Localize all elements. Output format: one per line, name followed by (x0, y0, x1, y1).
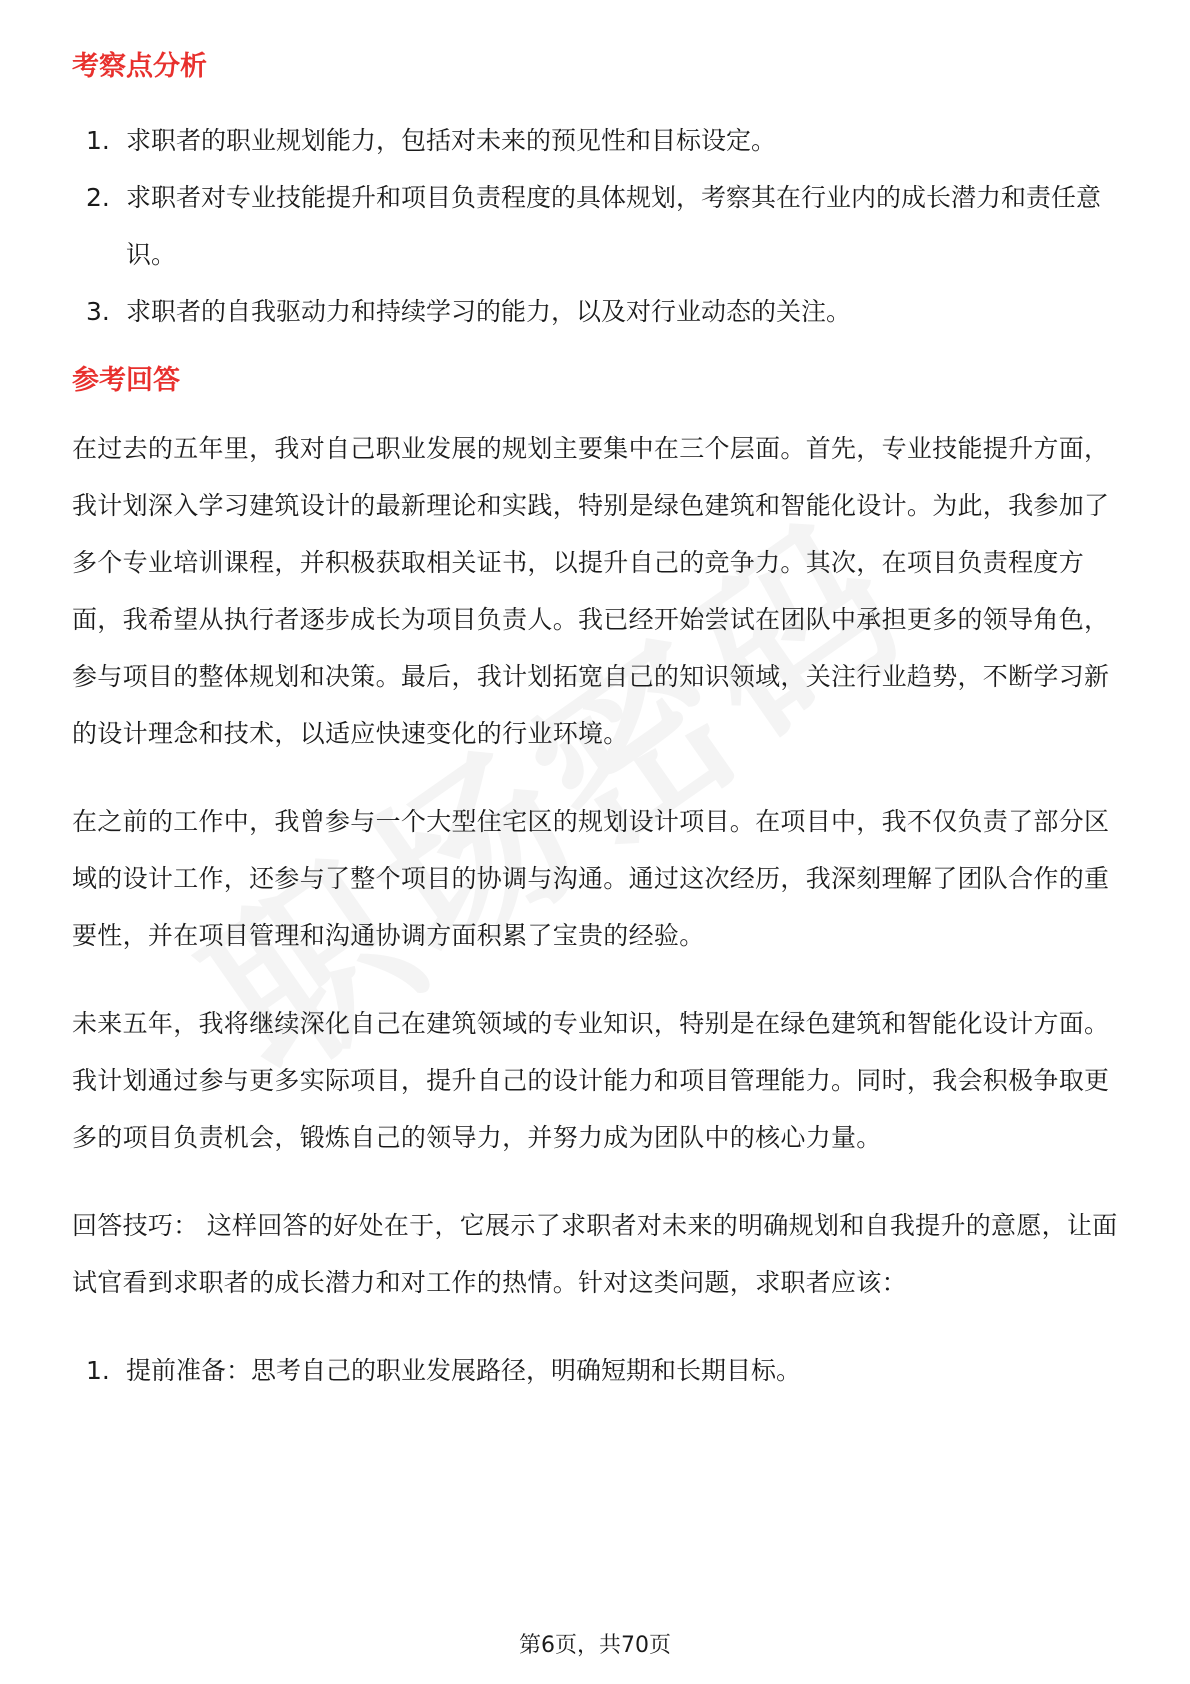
list-number: 1. (86, 126, 110, 155)
list-number: 3. (86, 297, 110, 326)
tips-list (72, 1342, 1122, 1399)
answer-paragraph: 在过去的五年里，我对自己职业发展的规划主要集中在三个层面。首先，专业技能提升方面，我计划深入学习建筑设计的最新理论和实践，特别是绿色建筑和智能化设计。为此，我参加了多个专业培训课程，并积极获取相关证书，以提升自己的竞争力。其次，在项目负责程度方面，我希望从执行者逐步成长为项目负责人。我已经开始尝试在团队中承担更多的领导角色，参与项目的整体规划和决策。最后，我计划拓宽自己的知识领域，关注行业趋势，不断学习新的设计理念和技术，以适应快速变化的行业环境。 (72, 434, 1110, 748)
tips-item-text: 提前准备：思考自己的职业发展路径，明确短期和长期目标。 (126, 1356, 802, 1385)
analysis-item-text: 求职者对专业技能提升和项目负责程度的具体规划，考察其在行业内的成长潜力和责任意识。 (126, 183, 1102, 269)
list-number: 2. (86, 183, 110, 212)
analysis-item (72, 283, 1122, 340)
answer-heading: 参考回答 (72, 365, 180, 396)
answer-paragraph: 在之前的工作中，我曾参与一个大型住宅区的规划设计项目。在项目中，我不仅负责了部分区域的设计工作，还参与了整个项目的协调与沟通。通过这次经历，我深刻理解了团队合作的重要性，并在项目管理和沟通协调方面积累了宝贵的经验。 (72, 807, 1110, 950)
analysis-item (72, 112, 1122, 169)
page-content (72, 46, 1122, 1399)
tips-item (72, 1342, 1122, 1399)
analysis-item-text: 求职者的职业规划能力，包括对未来的预见性和目标设定。 (126, 126, 777, 155)
analysis-item-text: 求职者的自我驱动力和持续学习的能力，以及对行业动态的关注。 (126, 297, 852, 326)
page-number: 第6页，共70页 (519, 1633, 671, 1658)
answer-tips-paragraph: 回答技巧： 这样回答的好处在于，它展示了求职者对未来的明确规划和自我提升的意愿，让面试官看到求职者的成长潜力和对工作的热情。针对这类问题，求职者应该： (72, 1211, 1118, 1297)
analysis-item (72, 169, 1122, 283)
list-number: 1. (86, 1356, 110, 1385)
analysis-list (72, 112, 1122, 340)
answer-paragraph: 未来五年，我将继续深化自己在建筑领域的专业知识，特别是在绿色建筑和智能化设计方面。我计划通过参与更多实际项目，提升自己的设计能力和项目管理能力。同时，我会积极争取更多的项目负责机会，锻炼自己的领导力，并努力成为团队中的核心力量。 (72, 1009, 1110, 1152)
analysis-heading: 考察点分析 (72, 51, 207, 82)
